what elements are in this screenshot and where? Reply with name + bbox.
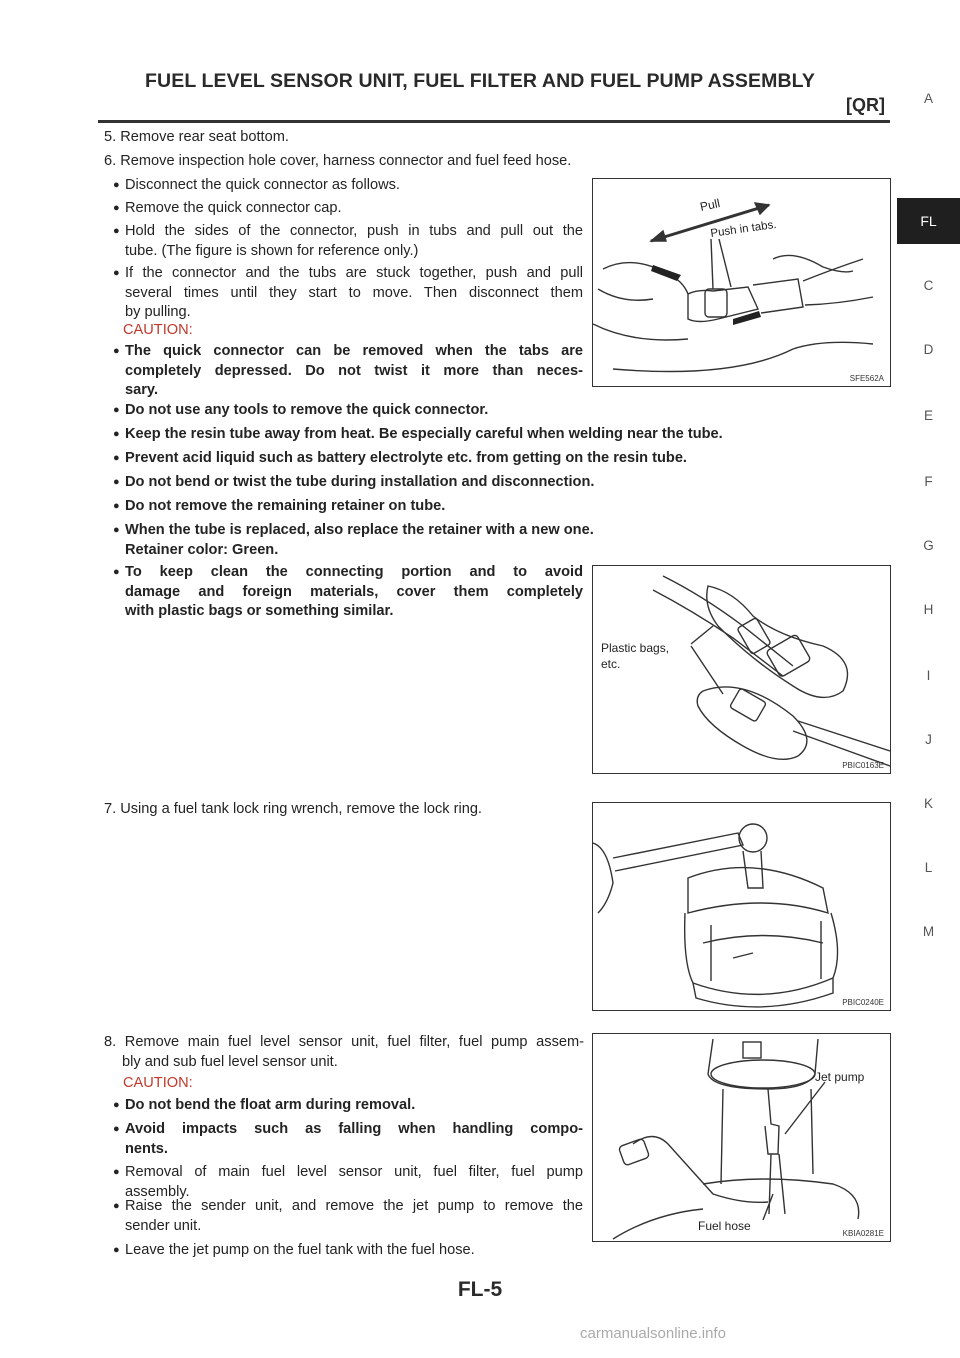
figure-code: PBIC0240E [842,998,884,1007]
bullet-icon: ● [113,1166,120,1178]
index-tab-m[interactable]: M [922,924,935,939]
figure-code: PBIC0163E [842,761,884,770]
step-7: 7. Using a fuel tank lock ring wrench, remove the lock ring. [104,801,482,817]
bullet-icon: ● [113,225,120,237]
bullet-icon: ● [113,428,120,440]
label-fuel-hose: Fuel hose [698,1219,751,1233]
index-tab-k[interactable]: K [923,796,933,811]
bullet-icon: ● [113,202,120,214]
index-tab-e[interactable]: E [923,408,933,423]
plastic-bags-illustration [593,566,890,773]
bullet-icon: ● [113,179,120,191]
bullet-icon: ● [113,1244,120,1256]
label-etc: etc. [601,657,621,671]
index-tab-fl[interactable]: FL [897,198,960,244]
page-title: FUEL LEVEL SENSOR UNIT, FUEL FILTER AND FUEL PUMP ASSEMBLY [145,70,815,92]
bullet-icon: ● [113,500,120,512]
push-arrow-left [651,265,681,281]
index-tab-c[interactable]: C [923,278,934,293]
jet-pump-illustration [593,1034,890,1241]
bullet-icon: ● [113,566,120,578]
label-push-tabs: Push in tabs. [709,218,778,240]
figure-code: KBIA0281E [842,1229,884,1238]
watermark: carmanualsonline.info [580,1325,726,1342]
bullet-icon: ● [113,1123,120,1135]
page-number: FL-5 [457,1278,503,1301]
step-6: 6. Remove inspection hole cover, harness connector and fuel feed hose. [104,153,572,169]
index-tab-f[interactable]: F [924,474,933,489]
engine-code: [QR] [846,95,885,115]
bullet-icon: ● [113,1099,120,1111]
label-plastic-bags: Plastic bags, [601,641,670,655]
index-tab-l[interactable]: L [924,860,933,875]
push-arrow-right [733,311,761,325]
index-tab-j[interactable]: J [925,732,932,747]
index-tab-g[interactable]: G [923,538,934,553]
bullet-icon: ● [113,267,120,279]
step-8: 8. Remove main fuel level sensor unit, fuel filter, fuel pump assem- bly and sub fuel level sensor unit. [104,1034,584,1070]
figure-jet-pump [592,1033,891,1242]
step-5: 5. Remove rear seat bottom. [104,129,289,145]
bullet-icon: ● [113,524,120,536]
label-pull: Pull [698,196,722,214]
bullet-icon: ● [113,1200,120,1212]
lock-ring-wrench-illustration [593,803,890,1010]
bullet-icon: ● [113,476,120,488]
figure-code: SFE562A [849,374,884,383]
label-jet-pump: Jet pump [815,1070,865,1084]
caution-label: CAUTION: [123,1075,193,1091]
bullet-icon: ● [113,452,120,464]
figure-quick-connector [592,178,891,387]
index-tab-d[interactable]: D [923,342,934,357]
index-tab-h[interactable]: H [923,602,934,617]
index-tab-a[interactable]: A [923,91,933,106]
bullet-icon: ● [113,345,120,357]
caution-label: CAUTION: [123,322,193,338]
index-tab-i[interactable]: I [926,668,931,683]
bullet-icon: ● [113,404,120,416]
figure-plastic-bags [592,565,891,774]
figure-lock-ring-wrench [592,802,891,1011]
quick-connector-illustration [593,179,890,386]
header-rule [98,120,890,123]
